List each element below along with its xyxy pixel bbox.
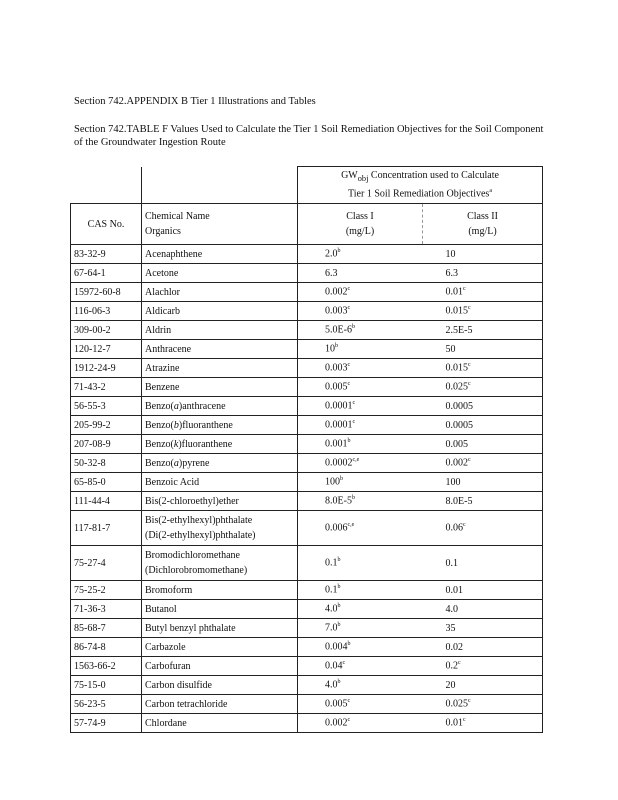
value-number: 0.004: [325, 641, 348, 653]
cas-cell: 1912-24-9: [71, 359, 142, 378]
class2-value-cell: [423, 695, 543, 714]
class2-value-cell: [423, 416, 543, 435]
value-number: 0.003: [325, 362, 348, 374]
chemical-name-cell: Butanol: [142, 600, 298, 619]
value-text: [301, 362, 350, 373]
value-number: 0.001: [325, 438, 348, 450]
footnote-marker: c: [347, 362, 351, 369]
cas-cell: 67-64-1: [71, 264, 142, 283]
footnote-marker: b: [337, 248, 341, 255]
value-number: 2.5E-5: [445, 324, 473, 336]
cas-cell: 50-32-8: [71, 454, 142, 473]
value-number: 0.015: [445, 305, 468, 317]
class1-value-cell: [298, 264, 423, 283]
footnote-marker: b: [347, 438, 351, 445]
chemical-name-part: )pyrene: [178, 457, 210, 469]
class2-value-cell: [423, 511, 543, 546]
value-text: [301, 419, 355, 430]
value-text: [301, 457, 359, 468]
table-row: [71, 302, 543, 321]
table-row: [71, 245, 543, 264]
value-text: [301, 584, 341, 595]
value-text: [426, 305, 471, 316]
value-number: 35: [445, 622, 456, 634]
value-number: 7.0: [325, 622, 338, 634]
chemical-name-line: Bromodichloromethane: [145, 550, 240, 561]
footnote-marker: b: [347, 641, 351, 648]
cas-cell: 111-44-4: [71, 492, 142, 511]
chemical-name-cell: [142, 435, 298, 454]
value-number: 8.0E-5: [325, 495, 352, 507]
chemical-name-cell: Bromoform: [142, 581, 298, 600]
value-number: 5.0E-6: [325, 324, 352, 336]
table-row: [71, 340, 543, 359]
class1-value-cell: [298, 511, 423, 546]
cas-cell: 86-74-8: [71, 638, 142, 657]
class1-value-cell: [298, 657, 423, 676]
table-row: [71, 321, 543, 340]
cas-header: CAS No.: [71, 204, 142, 245]
table-row: [71, 492, 543, 511]
class1-value-cell: [298, 340, 423, 359]
chemical-name-label: Chemical Name: [145, 211, 210, 222]
gw-header-line1: [301, 170, 539, 185]
footnote-marker: b: [337, 603, 341, 610]
value-text: [301, 381, 350, 392]
value-text: [301, 495, 355, 506]
class2-label: Class II: [467, 211, 498, 222]
header-row-concentration: [71, 167, 543, 204]
cas-cell: 71-43-2: [71, 378, 142, 397]
class2-value-cell: [423, 397, 543, 416]
class2-header: [423, 204, 543, 245]
value-text: [426, 680, 456, 691]
value-number: 0.0001: [325, 400, 353, 412]
class1-value-cell: [298, 676, 423, 695]
table-row: [71, 378, 543, 397]
value-text: [301, 400, 355, 411]
class1-value-cell: [298, 321, 423, 340]
header-blank-cell: [71, 167, 142, 204]
table-row: [71, 416, 543, 435]
table-row: [71, 581, 543, 600]
chemical-name-part: b: [173, 419, 179, 431]
value-text: [301, 522, 354, 533]
footnote-marker: c: [468, 698, 471, 705]
value-number: 2.0: [325, 248, 338, 260]
gw-footnote: a: [489, 187, 492, 194]
header-row-columns: [71, 204, 543, 245]
chemical-name-cell: Carbazole: [142, 638, 298, 657]
chemical-name-part: Benzo(: [145, 438, 174, 450]
chemical-name-cell: Acetone: [142, 264, 298, 283]
footnote-marker: c: [352, 419, 356, 426]
value-number: 100: [325, 476, 340, 488]
gw-label-line2: Tier 1 Soil Remediation Objectives: [348, 188, 490, 200]
class2-unit: (mg/L): [468, 226, 497, 237]
value-text: [301, 438, 351, 449]
value-text: [301, 698, 350, 709]
value-text: [426, 249, 456, 260]
chemical-name-cell: [142, 416, 298, 435]
cas-cell: 71-36-3: [71, 600, 142, 619]
footnote-marker: c: [468, 362, 471, 369]
class1-value-cell: [298, 245, 423, 264]
cas-cell: 207-08-9: [71, 435, 142, 454]
footnote-marker: c: [463, 717, 466, 724]
value-text: [426, 381, 471, 392]
chemical-name-part: )fluoranthene: [178, 419, 233, 431]
footnote-marker: b: [337, 584, 341, 591]
value-text: [426, 660, 461, 671]
chemical-name-part: Benzo(: [145, 400, 174, 412]
value-text: [426, 623, 456, 634]
chemical-name-cell: Carbofuran: [142, 657, 298, 676]
chemical-name-cell: Carbon tetrachloride: [142, 695, 298, 714]
value-number: 0.002: [445, 457, 468, 469]
value-text: [426, 420, 474, 431]
value-text: [426, 344, 456, 355]
class1-value-cell: [298, 359, 423, 378]
value-text: [426, 717, 466, 728]
value-text: [426, 496, 473, 507]
table-row: [71, 695, 543, 714]
class1-value-cell: [298, 435, 423, 454]
table-row: [71, 619, 543, 638]
value-text: [426, 439, 469, 450]
footnote-marker: b: [351, 495, 355, 502]
cas-cell: 56-23-5: [71, 695, 142, 714]
value-number: 0.005: [445, 438, 468, 450]
objectives-table: [70, 166, 543, 733]
footnote-marker: c: [468, 381, 471, 388]
gw-obj-header: [298, 167, 543, 204]
chemical-name-part: Benzo(: [145, 457, 174, 469]
value-number: 4.0: [325, 679, 338, 691]
cas-cell: 75-27-4: [71, 546, 142, 581]
cas-cell: 116-06-3: [71, 302, 142, 321]
value-number: 0.015: [445, 362, 468, 374]
footnote-marker: b: [340, 476, 343, 483]
value-number: 6.3: [445, 267, 458, 279]
value-number: 0.002: [325, 717, 348, 729]
value-text: [301, 286, 350, 297]
chemical-name-cell: Anthracene: [142, 340, 298, 359]
value-text: [301, 476, 343, 487]
value-text: [426, 362, 471, 373]
class1-value-cell: [298, 473, 423, 492]
value-number: 0.06: [445, 522, 463, 534]
value-text: [426, 286, 466, 297]
chemical-name-cell: Benzene: [142, 378, 298, 397]
footnote-marker: c: [347, 381, 351, 388]
class2-value-cell: [423, 546, 543, 581]
value-number: 0.1: [445, 557, 458, 569]
table-row: [71, 600, 543, 619]
value-number: 0.025: [445, 381, 468, 393]
footnote-marker: c: [342, 660, 346, 667]
value-text: [301, 268, 338, 279]
table-row: [71, 473, 543, 492]
value-number: 0.01: [445, 286, 463, 298]
class2-value-cell: [423, 283, 543, 302]
value-number: 0.01: [445, 717, 463, 729]
class1-value-cell: [298, 619, 423, 638]
chemical-name-part: Benzo(: [145, 419, 174, 431]
footnote-marker: c: [468, 305, 471, 312]
gw-subscript: obj: [357, 173, 369, 183]
value-number: 0.0002: [325, 457, 353, 469]
value-text: [426, 698, 471, 709]
value-text: [426, 325, 473, 336]
footnote-marker: b: [337, 557, 341, 564]
table-row: [71, 435, 543, 454]
class2-value-cell: [423, 638, 543, 657]
table-row: [71, 283, 543, 302]
cas-cell: 1563-66-2: [71, 657, 142, 676]
footnote-marker: b: [337, 679, 341, 686]
chemical-name-line: (Di(2-ethylhexyl)phthalate): [145, 530, 256, 541]
class1-value-cell: [298, 695, 423, 714]
class2-value-cell: [423, 492, 543, 511]
value-number: 0.2: [445, 660, 458, 672]
header-blank-cell: [142, 167, 298, 204]
value-text: [301, 660, 345, 671]
class2-value-cell: [423, 600, 543, 619]
value-number: 20: [445, 679, 456, 691]
chemical-name-part: a: [173, 400, 179, 412]
class1-value-cell: [298, 416, 423, 435]
chemical-name-part: )fluoranthene: [178, 438, 233, 450]
value-number: 0.003: [325, 305, 348, 317]
chemical-name-cell: Alachlor: [142, 283, 298, 302]
class2-value-cell: [423, 378, 543, 397]
class1-label: Class I: [346, 211, 374, 222]
chemical-name-line: (Dichlorobromomethane): [145, 565, 248, 576]
value-text: [426, 585, 464, 596]
value-text: [301, 717, 350, 728]
class1-value-cell: [298, 714, 423, 733]
cas-cell: 117-81-7: [71, 511, 142, 546]
class2-value-cell: [423, 245, 543, 264]
cas-cell: 205-99-2: [71, 416, 142, 435]
value-text: [426, 268, 459, 279]
value-number: 8.0E-5: [445, 495, 473, 507]
value-number: 0.1: [325, 584, 338, 596]
value-number: 100: [445, 476, 461, 488]
value-number: 0.01: [445, 584, 463, 596]
table-row: [71, 454, 543, 473]
chemical-name-cell: Aldicarb: [142, 302, 298, 321]
chemical-name-part: a: [173, 457, 179, 469]
cas-cell: 75-15-0: [71, 676, 142, 695]
footnote-marker: c: [347, 717, 351, 724]
class1-value-cell: [298, 397, 423, 416]
value-number: 0.0001: [325, 419, 353, 431]
footnote-marker: c,e: [352, 457, 360, 464]
value-number: 4.0: [325, 603, 338, 615]
gw-header-line2: [301, 185, 539, 200]
footnote-marker: c,e: [347, 522, 355, 529]
chemical-name-cell: [142, 454, 298, 473]
class2-value-cell: [423, 657, 543, 676]
value-text: [301, 641, 351, 652]
table-row: [71, 511, 543, 546]
class1-value-cell: [298, 546, 423, 581]
value-text: [301, 324, 355, 335]
value-text: [301, 343, 338, 354]
chemical-name-cell: Chlordane: [142, 714, 298, 733]
chemical-name-cell: Acenaphthene: [142, 245, 298, 264]
value-number: 4.0: [445, 603, 458, 615]
table-row: [71, 714, 543, 733]
class2-value-cell: [423, 435, 543, 454]
footnote-marker: b: [351, 324, 355, 331]
chemical-name-cell: Atrazine: [142, 359, 298, 378]
value-number: 0.006: [325, 522, 348, 534]
value-text: [426, 457, 471, 468]
footnote-marker: c: [458, 660, 461, 667]
value-number: 6.3: [325, 267, 338, 279]
class1-value-cell: [298, 600, 423, 619]
chemical-name-header: [142, 204, 298, 245]
value-number: 0.1: [325, 557, 338, 569]
table-row: [71, 359, 543, 378]
table-title: Section 742.TABLE F Values Used to Calculate the Tier 1 Soil Remediation Objectives for the Soil Component of the Groundwater Ingestion Route: [74, 124, 544, 148]
value-number: 0.025: [445, 698, 468, 710]
cas-cell: 83-32-9: [71, 245, 142, 264]
chemical-name-cell: Benzoic Acid: [142, 473, 298, 492]
cas-cell: 309-00-2: [71, 321, 142, 340]
value-text: [426, 477, 461, 488]
class2-value-cell: [423, 676, 543, 695]
value-text: [301, 622, 341, 633]
value-text: [301, 603, 341, 614]
value-text: [426, 522, 466, 533]
class1-value-cell: [298, 283, 423, 302]
class1-value-cell: [298, 378, 423, 397]
value-text: [301, 248, 341, 259]
chemical-name-cell: Butyl benzyl phthalate: [142, 619, 298, 638]
value-number: 0.0005: [445, 419, 473, 431]
chemical-name-cell: Bis(2-chloroethyl)ether: [142, 492, 298, 511]
chemical-name-part: k: [173, 438, 179, 450]
class1-value-cell: [298, 638, 423, 657]
class1-value-cell: [298, 492, 423, 511]
organics-label: Organics: [145, 226, 181, 237]
section-title: Section 742.APPENDIX B Tier 1 Illustrations and Tables: [74, 96, 316, 107]
table-row: [71, 676, 543, 695]
value-number: 0.002: [325, 286, 348, 298]
gw-label: GW: [341, 169, 358, 181]
value-number: 50: [445, 343, 456, 355]
cas-cell: 65-85-0: [71, 473, 142, 492]
cas-cell: 85-68-7: [71, 619, 142, 638]
table-row: [71, 638, 543, 657]
footnote-marker: c: [352, 400, 356, 407]
value-text: [426, 401, 474, 412]
chemical-name-cell: Carbon disulfide: [142, 676, 298, 695]
table-row: [71, 546, 543, 581]
chemical-name-cell: [142, 511, 298, 546]
chemical-name-cell: [142, 397, 298, 416]
table-row: [71, 397, 543, 416]
class2-value-cell: [423, 714, 543, 733]
value-number: 0.02: [445, 641, 463, 653]
class1-value-cell: [298, 302, 423, 321]
chemical-name-part: )anthracene: [178, 400, 226, 412]
value-number: 0.005: [325, 381, 348, 393]
value-number: 10: [445, 248, 456, 260]
value-text: [301, 679, 341, 690]
cas-cell: 56-55-3: [71, 397, 142, 416]
footnote-marker: c: [347, 305, 351, 312]
value-text: [426, 558, 459, 569]
footnote-marker: c: [463, 286, 466, 293]
footnote-marker: c: [347, 698, 351, 705]
class1-value-cell: [298, 454, 423, 473]
class2-value-cell: [423, 359, 543, 378]
class2-value-cell: [423, 473, 543, 492]
class1-unit: (mg/L): [345, 226, 375, 237]
class2-value-cell: [423, 619, 543, 638]
cas-cell: 15972-60-8: [71, 283, 142, 302]
class2-value-cell: [423, 340, 543, 359]
value-text: [301, 305, 350, 316]
class2-value-cell: [423, 321, 543, 340]
cas-cell: 120-12-7: [71, 340, 142, 359]
gw-label-rest: Concentration used to Calculate: [368, 169, 499, 181]
value-text: [301, 557, 341, 568]
footnote-marker: b: [337, 622, 341, 629]
footnote-marker: c: [347, 286, 351, 293]
class2-value-cell: [423, 454, 543, 473]
class2-value-cell: [423, 264, 543, 283]
value-text: [426, 604, 459, 615]
cas-cell: 75-25-2: [71, 581, 142, 600]
value-text: [426, 642, 464, 653]
class2-value-cell: [423, 302, 543, 321]
value-number: 0.005: [325, 698, 348, 710]
value-number: 0.0005: [445, 400, 473, 412]
class1-header: [298, 204, 423, 245]
footnote-marker: c: [468, 457, 471, 464]
table-row: [71, 264, 543, 283]
chemical-name-line: Bis(2-ethylhexyl)phthalate: [145, 515, 253, 526]
footnote-marker: b: [335, 343, 338, 350]
value-number: 0.04: [325, 660, 343, 672]
chemical-name-cell: [142, 546, 298, 581]
cas-cell: 57-74-9: [71, 714, 142, 733]
class2-value-cell: [423, 581, 543, 600]
footnote-marker: c: [463, 522, 466, 529]
value-number: 10: [325, 343, 335, 355]
table-row: [71, 657, 543, 676]
chemical-name-cell: Aldrin: [142, 321, 298, 340]
class1-value-cell: [298, 581, 423, 600]
